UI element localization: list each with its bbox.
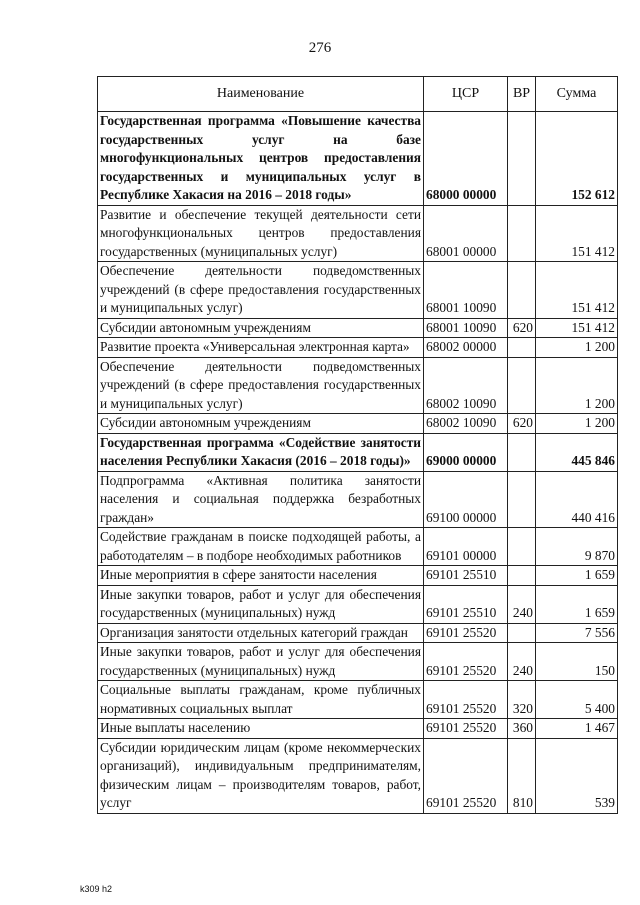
row-sum-cell: 1 467	[536, 719, 618, 739]
row-csr-cell: 69101 00000	[424, 528, 508, 566]
row-csr-cell: 69100 00000	[424, 471, 508, 528]
table-header-row	[98, 77, 618, 112]
row-vr-cell	[508, 433, 536, 471]
row-vr-cell: 240	[508, 643, 536, 681]
row-csr-cell: 68002 10090	[424, 357, 508, 414]
row-sum-cell: 151 412	[536, 318, 618, 338]
row-name-cell: Содействие гражданам в поиске подходящей работы, а работодателям – в подборе необходимых работников	[98, 528, 424, 566]
row-csr-cell: 68001 10090	[424, 318, 508, 338]
row-csr-cell: 68001 00000	[424, 205, 508, 262]
row-csr-cell: 68002 00000	[424, 338, 508, 358]
row-vr-cell	[508, 262, 536, 319]
row-vr-cell	[508, 112, 536, 206]
row-vr-cell	[508, 471, 536, 528]
row-name-cell: Обеспечение деятельности подведомственных учреждений (в сфере предоставления государственных и муниципальных услуг)	[98, 357, 424, 414]
row-vr-cell: 810	[508, 738, 536, 813]
table-row	[98, 205, 618, 262]
row-name-cell: Организация занятости отдельных категорий граждан	[98, 623, 424, 643]
table-row	[98, 338, 618, 358]
table-row	[98, 623, 618, 643]
row-csr-cell: 69101 25510	[424, 585, 508, 623]
row-name-cell: Иные мероприятия в сфере занятости населения	[98, 566, 424, 586]
row-name-cell: Государственная программа «Повышение качества государственных услуг на базе многофункциональных центров предоставления государственных и муниципальных услуг в Республике Хакасия на 2016 – 2018 годы»	[98, 112, 424, 206]
row-name-cell: Подпрограмма «Активная политика занятости населения и социальная поддержка безработных граждан»	[98, 471, 424, 528]
row-csr-cell: 68001 10090	[424, 262, 508, 319]
row-name-cell: Субсидии юридическим лицам (кроме некоммерческих организаций), индивидуальным предпринимателям, физическим лицам – производителям товаров, работ, услуг	[98, 738, 424, 813]
row-name-cell: Развитие и обеспечение текущей деятельности сети многофункциональных центров предоставления государственных (муниципальных услуг)	[98, 205, 424, 262]
row-csr-cell: 69101 25510	[424, 566, 508, 586]
row-sum-cell: 1 659	[536, 566, 618, 586]
row-name-cell: Развитие проекта «Универсальная электронная карта»	[98, 338, 424, 358]
row-sum-cell: 445 846	[536, 433, 618, 471]
row-vr-cell	[508, 528, 536, 566]
row-vr-cell	[508, 357, 536, 414]
row-vr-cell	[508, 338, 536, 358]
row-sum-cell: 7 556	[536, 623, 618, 643]
row-sum-cell: 1 200	[536, 414, 618, 434]
row-name-cell: Иные выплаты населению	[98, 719, 424, 739]
row-name-cell: Субсидии автономным учреждениям	[98, 318, 424, 338]
row-sum-cell: 150	[536, 643, 618, 681]
row-name-cell: Обеспечение деятельности подведомственных учреждений (в сфере предоставления государственных и муниципальных услуг)	[98, 262, 424, 319]
table-row	[98, 433, 618, 471]
table-row	[98, 471, 618, 528]
row-vr-cell	[508, 623, 536, 643]
table-row	[98, 719, 618, 739]
row-name-cell: Государственная программа «Содействие занятости населения Республики Хакасия (2016 – 2018 годы)»	[98, 433, 424, 471]
page-number: 276	[308, 40, 332, 56]
table-row	[98, 262, 618, 319]
row-sum-cell: 9 870	[536, 528, 618, 566]
row-csr-cell: 69101 25520	[424, 681, 508, 719]
row-sum-cell: 1 659	[536, 585, 618, 623]
row-csr-cell: 68000 00000	[424, 112, 508, 206]
row-sum-cell: 539	[536, 738, 618, 813]
row-vr-cell: 360	[508, 719, 536, 739]
row-sum-cell: 440 416	[536, 471, 618, 528]
table-row	[98, 681, 618, 719]
table-row	[98, 738, 618, 813]
table-row	[98, 112, 618, 206]
row-vr-cell	[508, 566, 536, 586]
row-vr-cell: 620	[508, 414, 536, 434]
header-name: Наименование	[98, 77, 424, 112]
budget-table	[97, 76, 618, 814]
row-vr-cell: 320	[508, 681, 536, 719]
row-vr-cell: 620	[508, 318, 536, 338]
row-sum-cell: 151 412	[536, 205, 618, 262]
header-sum: Сумма	[536, 77, 618, 112]
row-sum-cell: 152 612	[536, 112, 618, 206]
row-name-cell: Иные закупки товаров, работ и услуг для обеспечения государственных (муниципальных) нужд	[98, 585, 424, 623]
row-csr-cell: 68002 10090	[424, 414, 508, 434]
table-row	[98, 585, 618, 623]
header-csr: ЦСР	[424, 77, 508, 112]
table-row	[98, 357, 618, 414]
row-sum-cell: 1 200	[536, 338, 618, 358]
table-row	[98, 414, 618, 434]
header-vr: ВР	[508, 77, 536, 112]
table-row	[98, 318, 618, 338]
row-vr-cell: 240	[508, 585, 536, 623]
row-csr-cell: 69101 25520	[424, 719, 508, 739]
row-csr-cell: 69101 25520	[424, 623, 508, 643]
row-sum-cell: 1 200	[536, 357, 618, 414]
row-sum-cell: 5 400	[536, 681, 618, 719]
row-sum-cell: 151 412	[536, 262, 618, 319]
table-row	[98, 566, 618, 586]
row-name-cell: Субсидии автономным учреждениям	[98, 414, 424, 434]
row-name-cell: Иные закупки товаров, работ и услуг для обеспечения государственных (муниципальных) нужд	[98, 643, 424, 681]
document-code: k309 h2	[80, 884, 113, 894]
row-csr-cell: 69101 25520	[424, 643, 508, 681]
row-csr-cell: 69000 00000	[424, 433, 508, 471]
row-name-cell: Социальные выплаты гражданам, кроме публичных нормативных социальных выплат	[98, 681, 424, 719]
table-row	[98, 528, 618, 566]
table-row	[98, 643, 618, 681]
row-csr-cell: 69101 25520	[424, 738, 508, 813]
row-vr-cell	[508, 205, 536, 262]
